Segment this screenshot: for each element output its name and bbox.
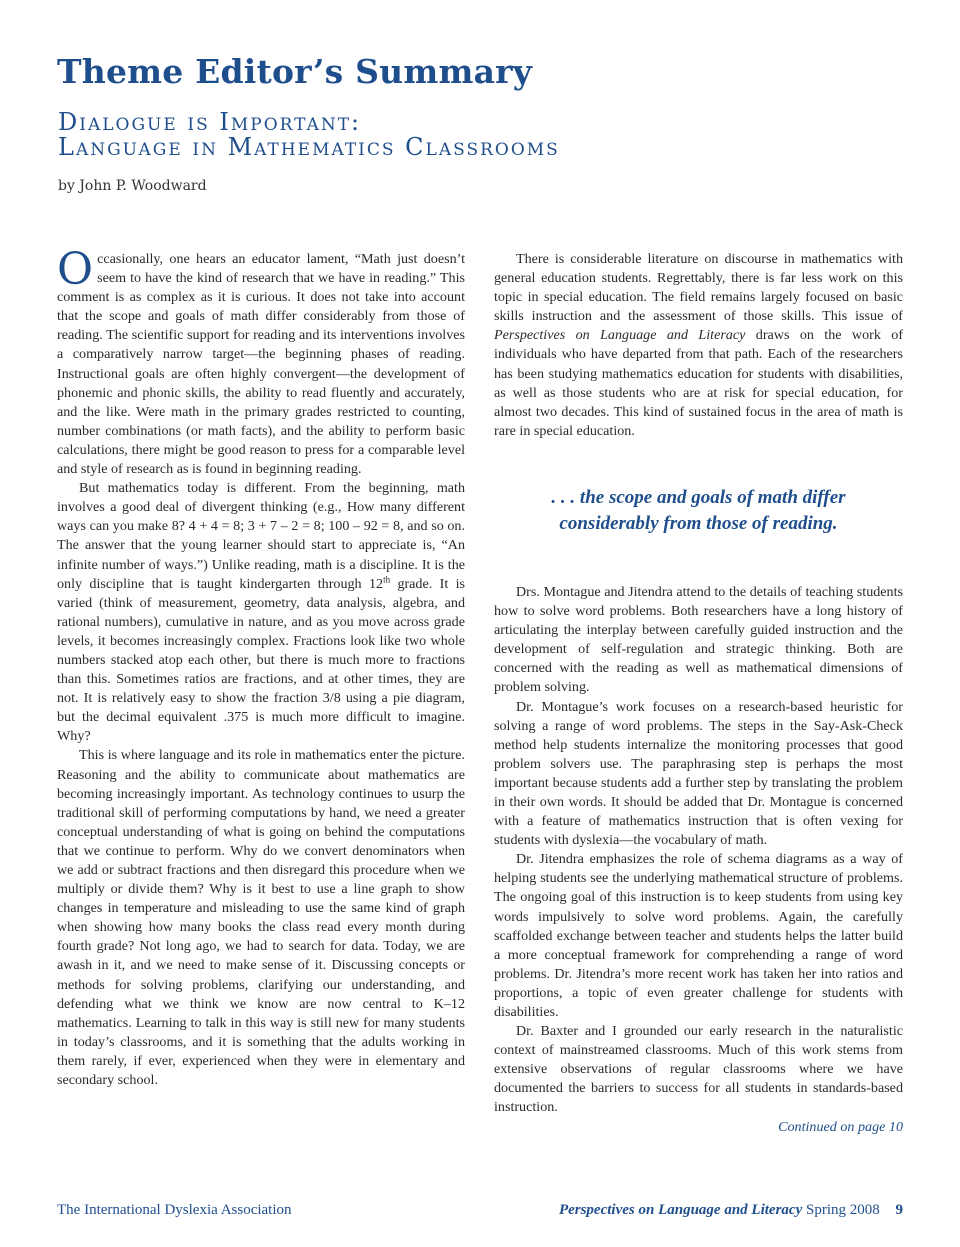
footer-issue: Spring 2008 — [805, 1202, 880, 1218]
subtitle-line-1: Dialogue is Important: — [58, 108, 362, 136]
journal-name-inline: Perspectives on Language and Literacy — [494, 327, 746, 344]
pull-quote-line-1: . . . the scope and goals of math differ — [551, 486, 846, 508]
superscript: th — [383, 573, 391, 584]
article-subtitle — [58, 110, 560, 160]
footer-organization: The International Dyslexia Association — [57, 1202, 292, 1218]
subtitle-line-2: Language in Mathematics Classrooms — [58, 133, 560, 161]
paragraph-jitendra: Dr. Jitendra emphasizes the role of schema diagrams as a way of helping students see the underlying mathematical structure of problems. The ongoing goal of this instruction is to keep students from using key words impulsively to solve word problems. Again, the carefully scaffolded exchange between teacher and students helps the latter build a more conceptual framework for comprehending a range of word problems. Dr. Jitendra’s more recent work has taken her into ratios and proportions, a topic of even greater challenge for students with disabilities. — [494, 851, 903, 1020]
right-column — [494, 250, 903, 1137]
paragraph-baxter: Dr. Baxter and I grounded our early research in the naturalistic context of mainstreamed classrooms. Much of this work stems from extensive observations of regular classrooms where we have documented the barriers to success for all students in standards-based instruction. — [494, 1023, 903, 1116]
page-title: Theme Editor’s Summary — [57, 52, 533, 91]
footer-publication — [559, 1202, 903, 1219]
paragraph-intro-text: ccasionally, one hears an educator lament, “Math just doesn’t seem to have the kind of research that we have in reading.” This comment is as complex as it is curious. It does not take into account that the scope and goals of math differ considerably from those of reading. The scientific support for reading and its interventions involves a comparatively narrow target—the beginning phases of reading. Instructional goals are often highly convergent—the development of phonemic and phonic skills, the ability to read fluently and accurately, and the like. Were math in the primary grades restricted to counting, number combinations (or math facts), and the ability to perform basic calculations, there might be good reason to press for a comparable level and style of research as is found in beginning reading. — [57, 251, 465, 478]
byline: by John P. Woodward — [58, 178, 207, 194]
paragraph-mathematics-today — [57, 479, 465, 746]
paragraph-text: There is considerable literature on discourse in mathematics with general education students. Regrettably, there is far less work on this topic in special education. The field remains largely focused on basic skills instruction and the assessment of those skills. This issue of — [494, 251, 903, 325]
continued-link[interactable]: Continued on page 10 — [778, 1118, 903, 1135]
drop-cap: O — [57, 244, 94, 295]
left-column — [57, 244, 465, 1090]
paragraph-literature — [494, 250, 903, 441]
pull-quote-line-2: considerably from those of reading. — [559, 512, 838, 534]
page-number: 9 — [895, 1202, 903, 1218]
paragraph-intro — [57, 244, 465, 479]
paragraph-language-role: This is where language and its role in mathematics enter the picture. Reasoning and the ability to communicate about mathematics are becoming increasingly important. As technology continues to usurp the traditional skill of performing computations by hand, we need a greater conceptual understanding of what is going on behind the computations that we continue to perform. Why do we convert denominators when we add or subtract fractions and then disregard this procedure when we multiply or divide them? Why is it best to use a line graph to show changes in temperature and misleading to use the same kind of graph when showing how many books the class read every month during fourth grade? Not long ago, we had to search for data. Today, we are awash in it, and we need to make sense of it. Discussing concepts or methods for solving problems, clarifying our understanding, and defending what we think we know are now central to K–12 mathematics. Learning to talk in this way is still new for many students in today’s classrooms, and it is something that the adults working in them rarely, if ever, experienced when they were in elementary and secondary school. — [57, 747, 465, 1089]
pull-quote — [494, 485, 903, 537]
paragraph-text: But mathematics today is different. From the beginning, math involves a good deal of divergent thinking (e.g., How many different ways can you make 8? 4 + 4 = 8; 3 + 7 – 2 = 8; 100 – 92 = 8, and so on. The answer that the young learner should start to appreciate is, “An infinite number of ways.”) Unlike reading, math is a discipline. It is the only discipline that is taught kindergarten through 12 — [57, 480, 465, 592]
footer-journal: Perspectives on Language and Literacy — [558, 1202, 803, 1218]
paragraph-word-problems: Drs. Montague and Jitendra attend to the details of teaching students how to solve word problems. Both researchers have a long history of articulating the interplay between carefully guided instruction and the development of self-regulation and strategic thinking. Both are concerned with the reading as well as mathematical dimensions of problem solving. — [494, 583, 903, 696]
paragraph-montague: Dr. Montague’s work focuses on a research-based heuristic for solving a range of word problems. The steps in the Say-Ask-Check method help students internalize the monitoring processes that good problem solvers use. The paraphrasing step is perhaps the most important because students add a further step by translating the problem in their own words. It should be added that Dr. Montague is concerned with a feature of mathematics instruction that is often vexing for students with dyslexia—the vocabulary of math. — [494, 698, 903, 849]
paragraph-text: grade. It is varied (think of measurement, geometry, data analysis, algebra, and rational numbers), cumulative in nature, and as you move across grade levels, it becomes increasingly complex. Fractions look like two whole numbers stacked atop each other, but there is much more to fractions than this. Sometimes ratios are fractions, and at other times, they are not. It is relatively easy to show the fraction 3/8 using a pie diagram, but the decimal equivalent .375 is much more difficult to imagine. Why? — [57, 575, 465, 745]
paragraph-text: draws on the work of individuals who have departed from that path. Each of the researchers has been studying mathematics education for students with disabilities, as well as those students who are at risk for special education, for almost two decades. This kind of sustained focus in the area of math is rare in special education. — [494, 327, 904, 439]
